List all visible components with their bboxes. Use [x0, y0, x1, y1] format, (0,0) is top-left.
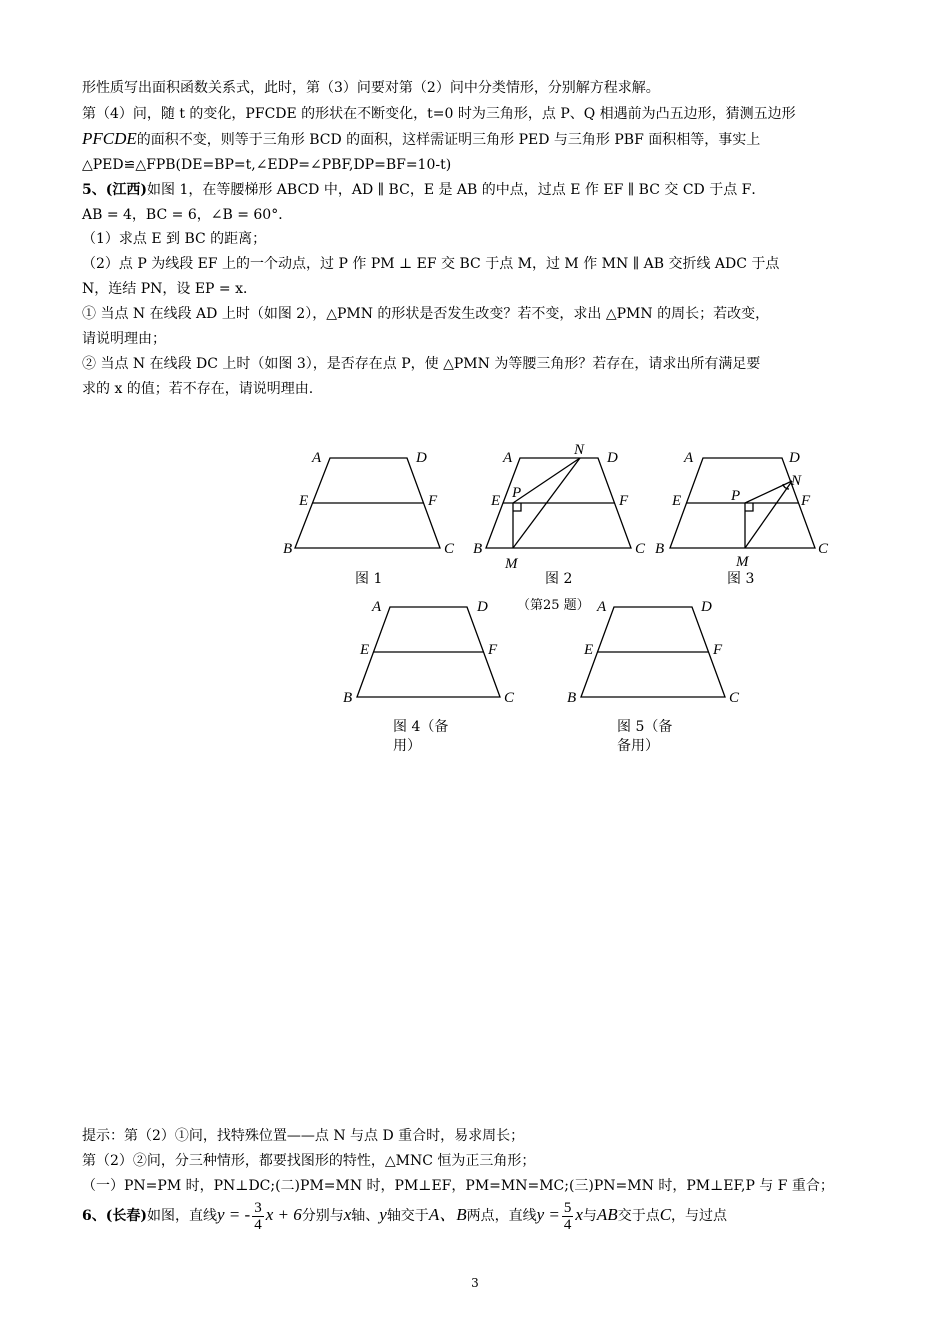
- problem5-question-2d: 请说明理由；: [82, 331, 166, 347]
- fig3-label-c: C: [818, 541, 829, 557]
- fig5-caption-b: 备用）: [617, 738, 659, 754]
- fig4-label-e: E: [360, 642, 370, 658]
- fig2-label-e: E: [491, 493, 501, 509]
- fig2-label-p: P: [512, 485, 522, 501]
- fig3-caption: 图 3: [727, 571, 755, 587]
- eq2-lhs: y =: [536, 1205, 560, 1224]
- eq2-numerator: 5: [563, 1199, 572, 1216]
- problem-caption: （第25 题）: [517, 598, 590, 613]
- y-axis-symbol: y: [379, 1205, 387, 1224]
- fig5-label-c: C: [729, 690, 740, 706]
- fig1-label-b: B: [283, 541, 293, 557]
- problem5-label: 5、(江西): [82, 182, 147, 198]
- problem5-question-2b: N，连结 PN，设 EP = x．: [82, 281, 257, 297]
- fig1-label-f: F: [428, 493, 438, 509]
- intro-line-2: 第（4）问，随 t 的变化，PFCDE 的形状在不断变化，t=0 时为三角形，点 P、Q 相遇前为凸五边形，猜测五边形: [82, 106, 796, 122]
- fig2-label-c: C: [635, 541, 646, 557]
- fig1-label-d: D: [416, 450, 427, 466]
- fig4-caption-b: 用）: [393, 738, 421, 754]
- fig3-label-a: A: [684, 450, 694, 466]
- problem5-statement: 如图 1，在等腰梯形 ABCD 中，AD ∥ BC，E 是 AB 的中点，过点 E 作 EF ∥ BC 交 CD 于点 F．: [147, 182, 766, 198]
- fig4-label-b: B: [343, 690, 353, 706]
- fig1-caption: 图 1: [355, 571, 383, 587]
- problem6-text-c: 轴、: [351, 1208, 380, 1224]
- fig3-label-p: P: [731, 488, 741, 504]
- fig3-label-f: F: [801, 493, 811, 509]
- fig4-label-c: C: [504, 690, 515, 706]
- hint-line-2: 第（2）②问，分三种情形，都要找图形的特性，△MNC 恒为正三角形；: [82, 1153, 536, 1169]
- intro-line-4: △PED≌△FPB(DE=BP=t,∠EDP=∠PBF,DP=BF=10-t): [82, 157, 452, 173]
- fig3-label-e: E: [672, 493, 682, 509]
- fig2-label-f: F: [619, 493, 629, 509]
- eq2-fraction: [562, 1200, 574, 1233]
- eq1-fraction: [252, 1200, 264, 1233]
- fig5-label-d: D: [701, 599, 712, 615]
- eq2-rhs: x: [575, 1205, 583, 1224]
- fig2-label-a: A: [503, 450, 513, 466]
- figure-5-trapezoid: [581, 607, 725, 697]
- fig3-label-n: N: [791, 473, 802, 489]
- fig3-label-b: B: [655, 541, 665, 557]
- problem5-question-2f: 求的 x 的值；若不存在，请说明理由.: [82, 381, 314, 397]
- fig4-caption-a: 图 4（备: [393, 719, 449, 735]
- fig2-label-b: B: [473, 541, 483, 557]
- fig2-label-n: N: [574, 442, 585, 458]
- fig2-label-d: D: [607, 450, 618, 466]
- eq1-numerator: 3: [254, 1199, 262, 1216]
- figure-4-trapezoid: [357, 607, 500, 697]
- fig3-label-d: D: [789, 450, 800, 466]
- fig2-label-m: M: [505, 556, 518, 572]
- problem5-question-2c: ① 当点 N 在线段 AD 上时（如图 2），△PMN 的形状是否发生改变？若不变，求出 △PMN 的周长；若改变，: [82, 306, 770, 322]
- problem6-text-a: 如图，直线: [147, 1208, 217, 1224]
- figure-2-trapezoid: [486, 458, 631, 548]
- fig4-label-f: F: [488, 642, 498, 658]
- x-axis-symbol: x: [343, 1205, 352, 1224]
- fig5-caption-a: 图 5（备: [617, 719, 673, 735]
- intro-line-1: 形性质写出面积函数关系式，此时，第（3）问要对第（2）问中分类情形，分别解方程求解。: [82, 80, 660, 96]
- fig3-label-m: M: [736, 554, 749, 570]
- fig4-label-a: A: [372, 599, 382, 615]
- fig1-label-c: C: [444, 541, 455, 557]
- problem6-text-h: ，与过点: [671, 1208, 728, 1224]
- fig2-caption: 图 2: [545, 571, 573, 587]
- eq1-rhs: x + 6: [265, 1205, 302, 1224]
- fig4-label-d: D: [477, 599, 488, 615]
- problem6-text-f: 与: [582, 1208, 597, 1224]
- fig5-label-b: B: [567, 690, 577, 706]
- problem6-text-e: 两点，直线: [466, 1208, 537, 1224]
- problem5-question-1: （1）求点 E 到 BC 的距离；: [82, 231, 267, 247]
- fig5-label-e: E: [584, 642, 594, 658]
- fig1-label-a: A: [312, 450, 322, 466]
- eq1-lhs: y = -: [217, 1205, 251, 1224]
- fig1-label-e: E: [299, 493, 309, 509]
- eq1-denominator: 4: [254, 1216, 262, 1233]
- problem6-line-1: [82, 1198, 727, 1233]
- points-ab: A、B: [428, 1205, 467, 1224]
- problem6-text-b: 分别与: [301, 1208, 344, 1224]
- problem5-question-2a: （2）点 P 为线段 EF 上的一个动点，过 P 作 PM ⊥ EF 交 BC 于点 M，过 M 作 MN ∥ AB 交折线 ADC 于点: [82, 256, 780, 272]
- math-pfcde: PFCDE: [82, 129, 137, 148]
- segment-ab: AB: [596, 1205, 618, 1224]
- page-number: 3: [471, 1276, 479, 1290]
- hint-line-1: 提示：第（2）①问，找特殊位置——点 N 与点 D 重合时，易求周长；: [82, 1128, 525, 1144]
- eq2-denominator: 4: [563, 1216, 572, 1233]
- intro-line-3-text: 的面积不变，则等于三角形 BCD 的面积，这样需证明三角形 PED 与三角形 PBF 面积相等，事实上: [136, 132, 761, 148]
- problem6-text-g: 交于点: [617, 1208, 660, 1224]
- problem5-line-2: AB = 4，BC = 6，∠B = 60°．: [82, 207, 293, 223]
- figure-3-trapezoid: [670, 458, 815, 548]
- point-c: C: [659, 1205, 672, 1224]
- hint-line-3: （一）PN=PM 时，PN⊥DC;(二)PM=MN 时，PM⊥EF，PM=MN=MC;(三)PN=MN 时，PM⊥EF,P 与 F 重合；: [82, 1178, 834, 1194]
- figure-1-trapezoid: [295, 458, 440, 548]
- fig5-label-f: F: [713, 642, 723, 658]
- problem5-question-2e: ② 当点 N 在线段 DC 上时（如图 3），是否存在点 P，使 △PMN 为等腰三角形？若存在，请求出所有满足要: [82, 356, 761, 372]
- problem6-label: 6、(长春): [82, 1208, 147, 1224]
- problem6-text-d: 轴交于: [386, 1208, 429, 1224]
- fig5-label-a: A: [597, 599, 607, 615]
